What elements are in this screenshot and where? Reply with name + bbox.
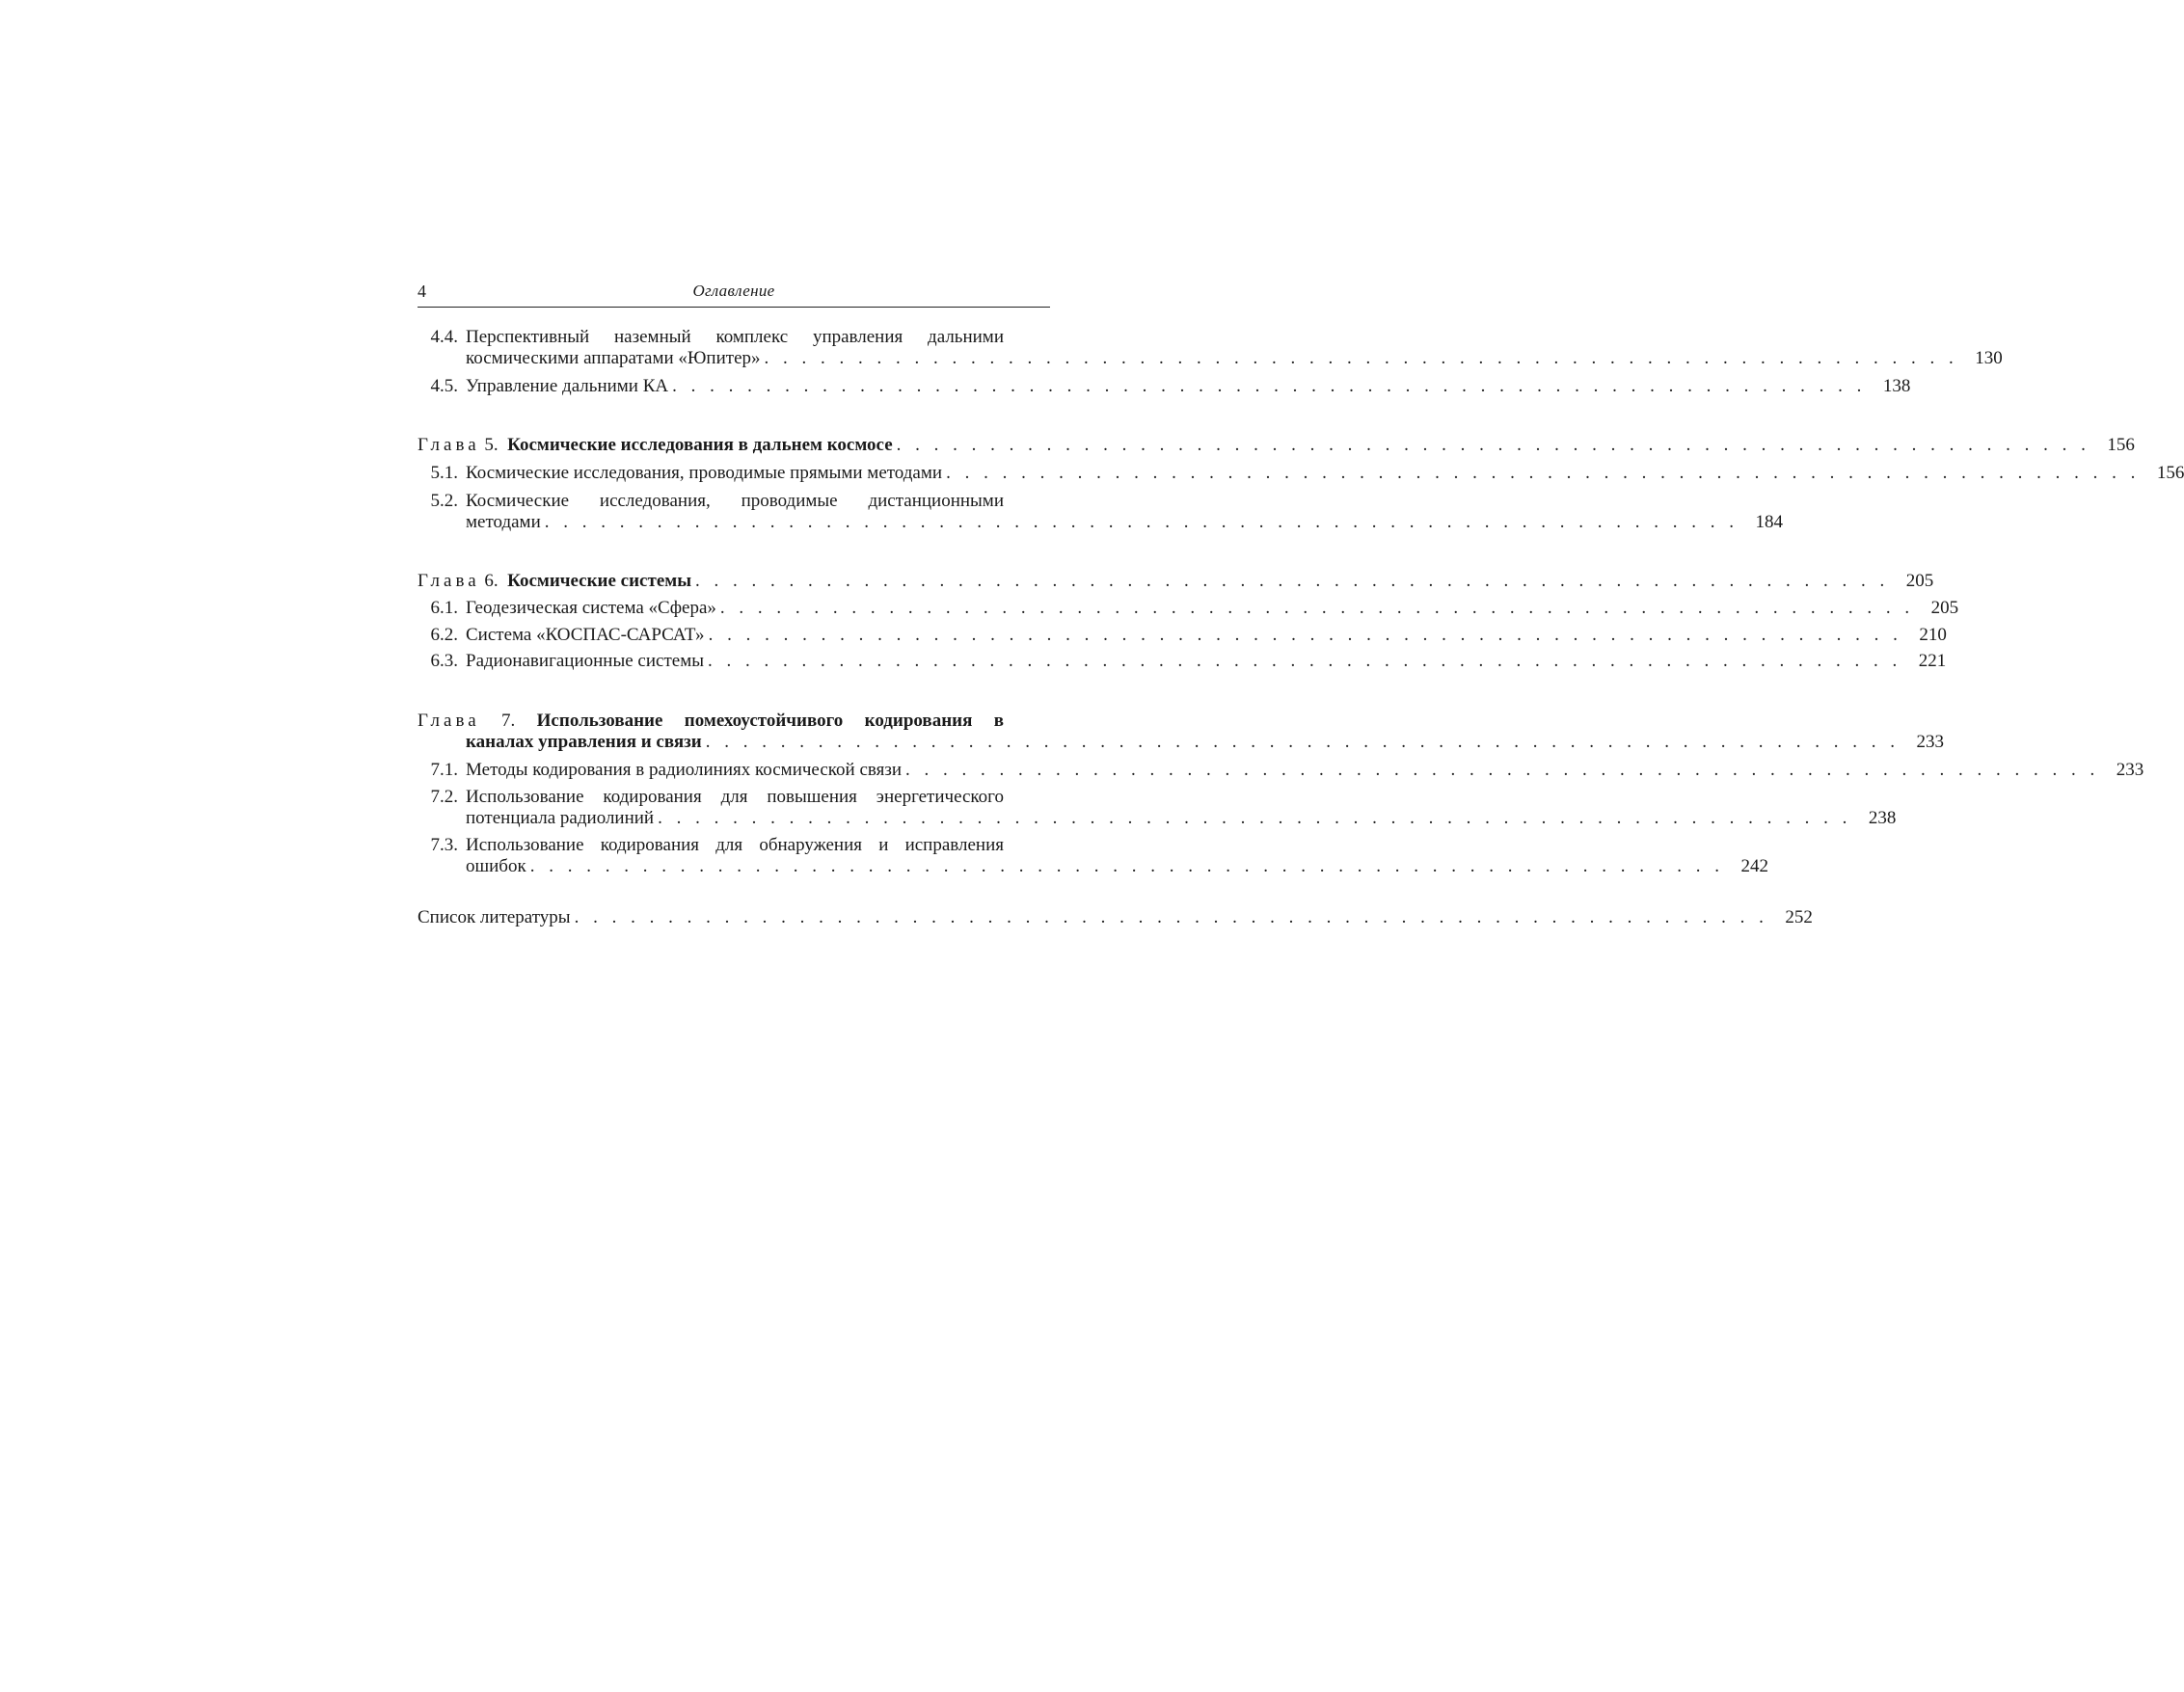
page-ref: 233 (2116, 760, 2144, 780)
chapter-number: 5. (484, 435, 499, 455)
chapter-word: Глава (418, 571, 480, 591)
chapter-word: Глава (418, 711, 480, 731)
dot-leader: . . . . . . . . . . . . . . . . . . . . . . . . . . . . . . . . . . . . . . . . . . . . . . . . . . . . . . . . . . . . . . . . (574, 907, 1768, 927)
page-ref: 138 (1882, 376, 1911, 396)
page-header (418, 278, 1050, 308)
running-title: Оглавление (692, 282, 775, 300)
section-number: 7.1. (430, 760, 458, 780)
page-ref: 233 (1916, 732, 1944, 752)
section-number: 5.1. (430, 463, 458, 483)
dot-leader: . . . . . . . . . . . . . . . . . . . . . . . . . . . . . . . . . . . . . . . . . . . . . . . . . . . . . . . . . . . . . . . . (719, 598, 1915, 618)
page-ref: 156 (2107, 435, 2135, 455)
dot-leader: . . . . . . . . . . . . . . . . . . . . . . . . . . . . . . . . . . . . . . . . . . . . . . . . . . . . . . . . . . . . . . . . (529, 856, 1724, 876)
section-number: 5.2. (430, 491, 458, 511)
section-number: 7.2. (430, 787, 458, 807)
section-number: 4.5. (430, 376, 458, 396)
dot-leader: . . . . . . . . . . . . . . . . . . . . . . . . . . . . . . . . . . . . . . . . . . . . . . . . . . . . . . . . . . . . . . . . (544, 512, 1739, 532)
entry-title-line-1: Использование кодирования для обнаружения и исправления (466, 835, 1004, 855)
entry-title: Космические исследования, проводимые прямыми методами (466, 463, 943, 483)
entry-title-line-2: методами (466, 512, 541, 532)
dot-leader: . . . . . . . . . . . . . . . . . . . . . . . . . . . . . . . . . . . . . . . . . . . . . . . . . . . . . . . . . . . . . . . . (905, 760, 2100, 780)
page-ref: 205 (1905, 571, 1934, 591)
page-ref: 242 (1740, 856, 1768, 876)
section-number: 6.2. (430, 625, 458, 645)
page-ref: 130 (1975, 348, 2003, 368)
entry-title: Радионавигационные системы (466, 651, 704, 671)
entry-title-line-2: ошибок (466, 856, 526, 876)
page-ref: 252 (1785, 907, 1813, 927)
chapter-title: Космические системы (507, 571, 692, 591)
entry-title-line-1: Перспективный наземный комплекс управления дальними (466, 327, 1004, 347)
page-ref: 210 (1919, 625, 1947, 645)
page-ref: 205 (1930, 598, 1959, 618)
chapter-number: 6. (484, 571, 499, 591)
entry-title: Методы кодирования в радиолиниях космической связи (466, 760, 903, 780)
chapter-title: Космические исследования в дальнем космосе (507, 435, 893, 455)
dot-leader: . . . . . . . . . . . . . . . . . . . . . . . . . . . . . . . . . . . . . . . . . . . . . . . . . . . . . . . . . . . . . . . . (707, 651, 1902, 671)
entry-title-line-2: потенциала радиолиний (466, 808, 655, 828)
page-ref: 238 (1868, 808, 1897, 828)
dot-leader: . . . . . . . . . . . . . . . . . . . . . . . . . . . . . . . . . . . . . . . . . . . . . . . . . . . . . . . . . . . . . . . . (658, 808, 1852, 828)
dot-leader: . . . . . . . . . . . . . . . . . . . . . . . . . . . . . . . . . . . . . . . . . . . . . . . . . . . . . . . . . . . . . . . . (946, 463, 2141, 483)
references-label: Список литературы (418, 907, 571, 927)
section-number: 6.1. (430, 598, 458, 618)
entry-title-line-2: космическими аппаратами «Юпитер» (466, 348, 761, 368)
chapter-number: 7. (501, 711, 516, 731)
page-number: 4 (418, 282, 426, 301)
dot-leader: . . . . . . . . . . . . . . . . . . . . . . . . . . . . . . . . . . . . . . . . . . . . . . . . . . . . . . . . . . . . . . . . (708, 625, 1902, 645)
page-ref: 156 (2156, 463, 2184, 483)
section-number: 7.3. (430, 835, 458, 855)
entry-title-line-1: Космические исследования, проводимые дистанционными (466, 491, 1004, 511)
section-number: 6.3. (430, 651, 458, 671)
chapter-title-line-2: каналах управления и связи (466, 732, 702, 752)
dot-leader: . . . . . . . . . . . . . . . . . . . . . . . . . . . . . . . . . . . . . . . . . . . . . . . . . . . . . . . . . . . . . . . . (695, 571, 1890, 591)
dot-leader: . . . . . . . . . . . . . . . . . . . . . . . . . . . . . . . . . . . . . . . . . . . . . . . . . . . . . . . . . . . . . . . . (764, 348, 1958, 368)
dot-leader: . . . . . . . . . . . . . . . . . . . . . . . . . . . . . . . . . . . . . . . . . . . . . . . . . . . . . . . . . . . . . . . . (672, 376, 1867, 396)
page-ref: 184 (1755, 512, 1784, 532)
dot-leader: . . . . . . . . . . . . . . . . . . . . . . . . . . . . . . . . . . . . . . . . . . . . . . . . . . . . . . . . . . . . . . . . (896, 435, 2090, 455)
chapter-word: Глава (418, 435, 480, 455)
entry-title: Геодезическая система «Сфера» (466, 598, 716, 618)
dot-leader: . . . . . . . . . . . . . . . . . . . . . . . . . . . . . . . . . . . . . . . . . . . . . . . . . . . . . . . . . . . . . . . . (705, 732, 1900, 752)
section-number: 4.4. (430, 327, 458, 347)
entry-title: Управление дальними КА (466, 376, 669, 396)
entry-title: Система «КОСПАС-САРСАТ» (466, 625, 705, 645)
page-ref: 221 (1918, 651, 1947, 671)
entry-title-line-1: Использование кодирования для повышения энергетического (466, 787, 1004, 807)
chapter-title-line-1: Использование помехоустойчивого кодирования в (536, 711, 1005, 731)
